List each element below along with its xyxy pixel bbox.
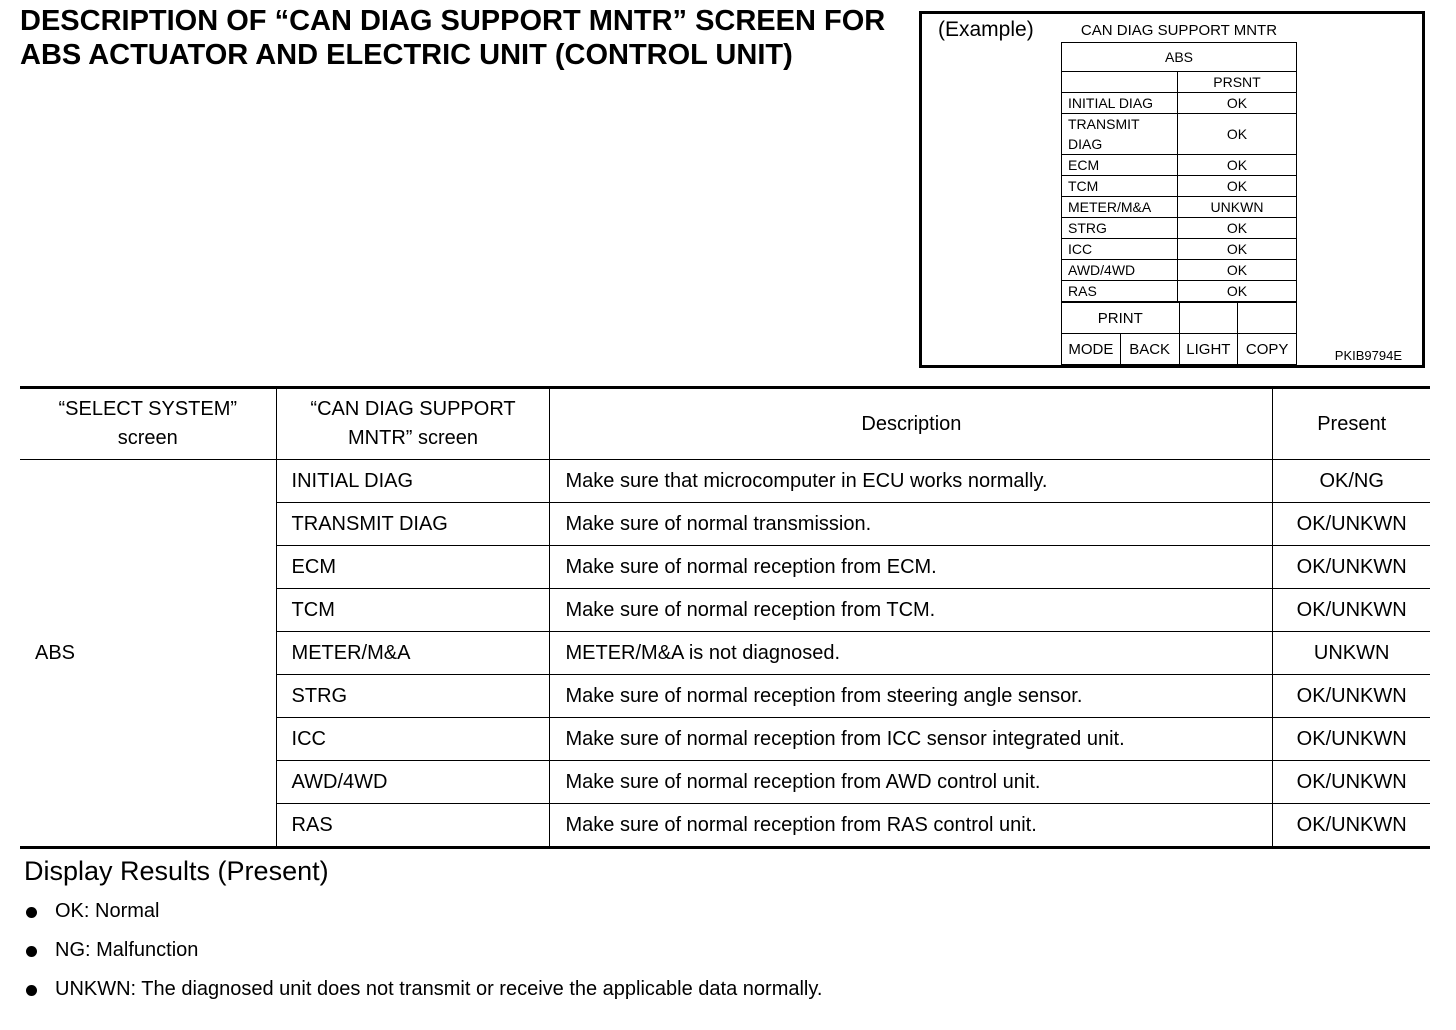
display-results-section [24,856,822,1016]
consult-value: OK [1178,155,1297,176]
bullet-icon [26,907,37,918]
header-select-system: “SELECT SYSTEM” screen [20,388,276,460]
blank-button [1238,303,1297,334]
item-cell: AWD/4WD [276,761,550,804]
item-cell: ECM [276,546,550,589]
consult-header-blank [1062,72,1178,93]
present-cell: OK/UNKWN [1273,546,1430,589]
page-title: DESCRIPTION OF “CAN DIAG SUPPORT MNTR” SCREEN FOR ABS ACTUATOR AND ELECTRIC UNIT (CONTROL UNIT) [20,5,886,71]
item-cell: TCM [276,589,550,632]
consult-button-bar [1061,302,1297,365]
consult-value: OK [1178,239,1297,260]
table-header-row [20,388,1430,460]
list-item [24,899,822,938]
consult-item: TCM [1062,176,1178,197]
description-cell: Make sure that microcomputer in ECU works normally. [550,460,1273,503]
item-cell: ICC [276,718,550,761]
item-cell: STRG [276,675,550,718]
consult-value: UNKWN [1178,197,1297,218]
consult-value: OK [1178,93,1297,114]
header-can-diag-screen: “CAN DIAG SUPPORT MNTR” screen [276,388,550,460]
consult-item: AWD/4WD [1062,260,1178,281]
display-results-list [24,899,822,1016]
example-label: (Example) [938,18,1034,41]
present-cell: OK/UNKWN [1273,761,1430,804]
consult-item: STRG [1062,218,1178,239]
consult-value: OK [1178,260,1297,281]
system-cell: ABS [35,641,76,664]
consult-value: OK [1178,114,1297,155]
description-cell: Make sure of normal reception from RAS control unit. [550,804,1273,848]
blank-button [1179,303,1238,334]
list-item [24,938,822,977]
present-cell: OK/NG [1273,460,1430,503]
consult-item: ICC [1062,239,1178,260]
present-cell: OK/UNKWN [1273,589,1430,632]
consult-value: OK [1178,176,1297,197]
consult-value: OK [1178,281,1297,302]
table-row [20,460,1430,503]
can-diag-description-table [20,386,1430,849]
consult-row [1062,176,1297,197]
header-present: Present [1273,388,1430,460]
consult-screen-title: CAN DIAG SUPPORT MNTR [1080,22,1278,39]
consult-item: TRANSMIT DIAG [1062,114,1178,155]
consult-column-header: PRSNT [1178,72,1297,93]
consult-system-name: ABS [1062,43,1297,72]
back-button[interactable]: BACK [1120,334,1179,365]
copy-button[interactable]: COPY [1238,334,1297,365]
consult-value: OK [1178,218,1297,239]
header-description: Description [550,388,1273,460]
mode-button[interactable]: MODE [1062,334,1121,365]
description-cell: Make sure of normal reception from ECM. [550,546,1273,589]
description-cell: METER/M&A is not diagnosed. [550,632,1273,675]
present-cell: UNKWN [1273,632,1430,675]
figure-code: PKIB9794E [1334,348,1402,363]
list-item-text: UNKWN: The diagnosed unit does not transmit or receive the applicable data normally. [55,978,823,1000]
consult-row [1062,239,1297,260]
present-cell: OK/UNKWN [1273,718,1430,761]
description-cell: Make sure of normal reception from ICC sensor integrated unit. [550,718,1273,761]
consult-item: METER/M&A [1062,197,1178,218]
item-cell: RAS [276,804,550,848]
bullet-icon [26,985,37,996]
consult-item: ECM [1062,155,1178,176]
consult-row [1062,197,1297,218]
display-results-title: Display Results (Present) [24,856,329,886]
consult-screen [1061,20,1297,365]
present-cell: OK/UNKWN [1273,503,1430,546]
item-cell: TRANSMIT DIAG [276,503,550,546]
consult-row [1062,93,1297,114]
item-cell: METER/M&A [276,632,550,675]
description-cell: Make sure of normal transmission. [550,503,1273,546]
consult-row [1062,155,1297,176]
description-cell: Make sure of normal reception from steering angle sensor. [550,675,1273,718]
present-cell: OK/UNKWN [1273,675,1430,718]
example-screen-figure [919,11,1425,368]
list-item-text: OK: Normal [55,900,160,922]
consult-item: INITIAL DIAG [1062,93,1178,114]
consult-item: RAS [1062,281,1178,302]
consult-row [1062,114,1297,155]
consult-data-table [1061,42,1297,302]
list-item [24,977,822,1016]
consult-row [1062,281,1297,302]
consult-row [1062,260,1297,281]
print-button[interactable]: PRINT [1062,303,1180,334]
present-cell: OK/UNKWN [1273,804,1430,848]
item-cell: INITIAL DIAG [276,460,550,503]
list-item-text: NG: Malfunction [55,939,199,961]
consult-row [1062,218,1297,239]
description-cell: Make sure of normal reception from AWD control unit. [550,761,1273,804]
light-button[interactable]: LIGHT [1179,334,1238,365]
description-cell: Make sure of normal reception from TCM. [550,589,1273,632]
bullet-icon [26,946,37,957]
